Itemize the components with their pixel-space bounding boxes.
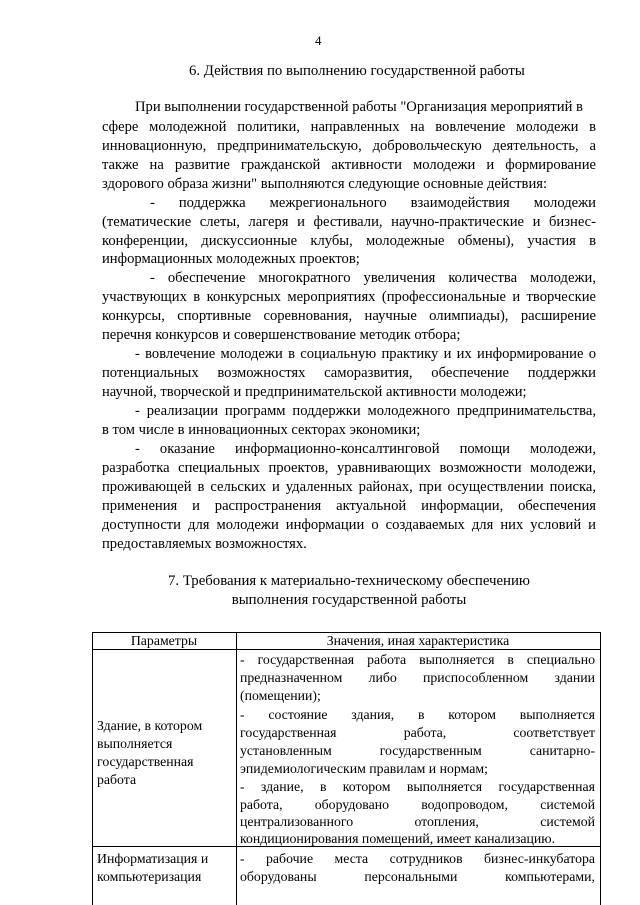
table-cell-param: компьютеризация <box>97 869 202 884</box>
table-cell-param: Здание, в котором <box>97 718 203 733</box>
list-item-line: потенциальных возможностях саморазвития, обеспечение поддержки <box>102 365 596 381</box>
table-cell-value: эпидемиологическим правилам и нормам; <box>240 761 488 776</box>
list-item-line: перечня конкурсов и совершенствование методик отбора; <box>102 327 461 343</box>
list-item-line: (тематические слеты, лагеря и фестивали, научно-практические и бизнес- <box>102 214 596 230</box>
table-border <box>92 649 601 650</box>
table-header-params: Параметры <box>130 633 198 648</box>
list-item-line: в том числе в инновационных секторах экономики; <box>102 422 421 438</box>
table-cell-value: кондиционирования помещений, имеет канализацию. <box>240 831 556 846</box>
table-cell-param: Информатизация и <box>97 851 209 866</box>
list-item-line: - оказание информационно-консалтинговой помощи молодежи, <box>135 441 596 457</box>
list-item-line: применения и распространения актуальной информации, обеспечения <box>102 498 596 514</box>
section-7-heading-line1: 7. Требования к материально-техническому обеспечению <box>168 573 530 589</box>
paragraph-line: сфере молодежной политики, направленных на вовлечение молодежи в <box>102 119 596 135</box>
table-cell-value: - состояние здания, в котором выполняется <box>240 707 595 722</box>
table-border <box>600 632 601 905</box>
page-number: 4 <box>315 33 322 48</box>
paragraph-line: При выполнении государственной работы "Организация мероприятий в <box>135 99 583 115</box>
table-cell-value: - здание, в котором выполняется государственная <box>240 779 595 794</box>
list-item-line: конкурсы, спортивные соревнования, научные олимпиады), расширение <box>102 308 596 324</box>
section-6-heading: 6. Действия по выполнению государственной работы <box>189 63 525 79</box>
table-cell-value: оборудованы персональными компьютерами, <box>240 869 595 884</box>
list-item-line: проживающей в сельских и удаленных районах, при осуществлении поиска, <box>102 479 596 495</box>
table-cell-value: - государственная работа выполняется в специально <box>240 652 595 667</box>
table-border <box>92 632 93 905</box>
table-header-values: Значения, иная характеристика <box>326 633 510 648</box>
list-item-line: доступности для молодежи информации о создаваемых для них условий и <box>102 517 596 533</box>
list-item-line: предоставляемых возможностях. <box>102 536 307 552</box>
paragraph-line: также на развитие гражданской активности молодежи и формирование <box>102 157 596 173</box>
table-cell-value: установленным государственным санитарно- <box>240 743 595 758</box>
list-item-line: - обеспечение многократного увеличения количества молодежи, <box>150 270 596 286</box>
table-cell-param: выполняется <box>97 736 173 751</box>
list-item-line: - поддержка межрегионального взаимодействия молодежи <box>150 195 596 211</box>
paragraph-line: инновационную, предпринимательскую, добровольческую деятельность, а <box>102 138 596 154</box>
list-item-line: разработка специальных проектов, уравнивающих возможности молодежи, <box>102 460 596 476</box>
table-cell-value: - рабочие места сотрудников бизнес-инкубатора <box>240 851 595 866</box>
list-item-line: - реализации программ поддержки молодежного предпринимательства, <box>135 403 596 419</box>
table-cell-param: государственная <box>97 754 194 769</box>
table-cell-param: работа <box>97 772 137 787</box>
table-cell-value: работа, оборудовано водопроводом, системой <box>240 797 595 812</box>
table-border <box>236 632 237 905</box>
table-cell-value: государственная работа, соответствует <box>240 725 595 740</box>
section-7-heading-line2: выполнения государственной работы <box>231 592 467 608</box>
list-item-line: информационных молодежных проектов; <box>102 251 360 267</box>
list-item-line: - вовлечение молодежи в социальную практику и их информирование о <box>135 346 596 362</box>
table-cell-value: (помещении); <box>240 688 321 703</box>
list-item-line: научной, творческой и предпринимательской активности молодежи; <box>102 384 527 400</box>
table-cell-value: централизованного отопления, системой <box>240 814 595 829</box>
paragraph-line: здорового образа жизни" выполняются следующие основные действия: <box>102 176 548 192</box>
list-item-line: участвующих в конкурсных мероприятиях (профессиональные и творческие <box>102 289 596 305</box>
table-cell-value: предназначенном либо приспособленном здании <box>240 670 595 685</box>
list-item-line: конференции, дискуссионные клубы, молодежные обмены), участия в <box>102 233 596 249</box>
